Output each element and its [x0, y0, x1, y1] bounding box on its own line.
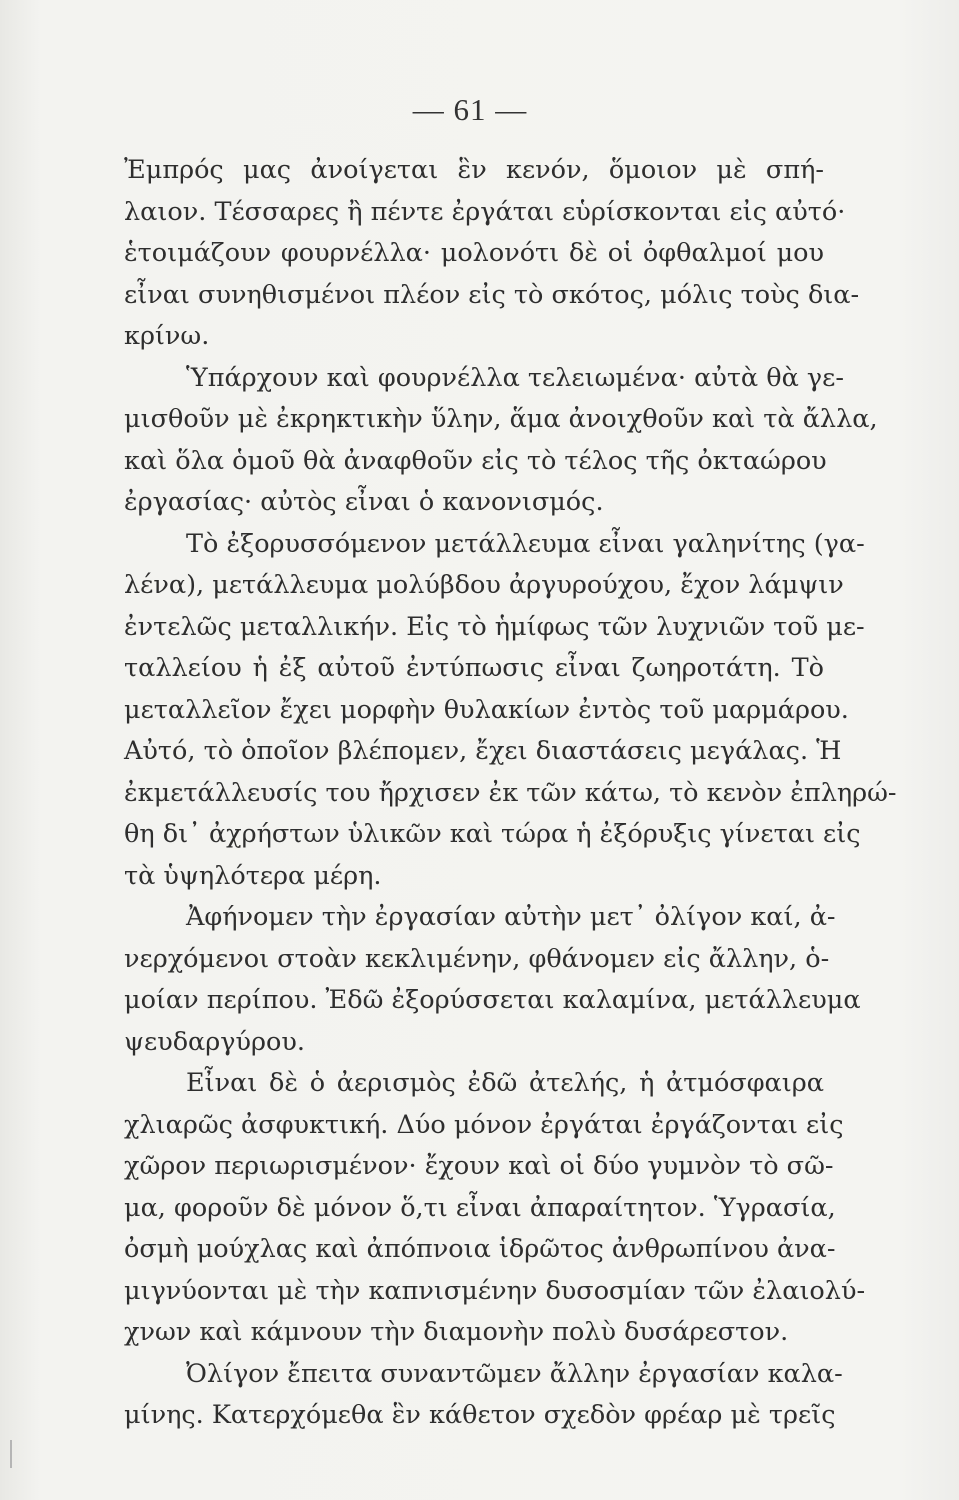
- text-line: μισθοῦν μὲ ἐκρηκτικὴν ὕλην, ἅμα ἀνοιχθοῦν καὶ τὰ ἄλλα,: [124, 404, 878, 434]
- text-line: ψευδαργύρου.: [124, 1026, 305, 1057]
- text-line: λαιον. Τέσσαρες ἢ πέντε ἐργάται εὑρίσκονται εἰς αὐτό·: [124, 196, 846, 227]
- text-line: καὶ ὅλα ὁμοῦ θὰ ἀναφθοῦν εἰς τὸ τέλος τῆς ὀκταώρου: [124, 445, 827, 476]
- text-line: ὀσμὴ μούχλας καὶ ἀπόπνοια ἱδρῶτος ἀνθρωπίνου ἀνα-: [124, 1234, 836, 1264]
- text-line: χλιαρῶς ἀσφυκτική. Δύο μόνον ἐργάται ἐργάζονται εἰς: [124, 1109, 844, 1140]
- text-line: ταλλείου ἡ ἐξ αὐτοῦ ἐντύπωσις εἶναι ζωηροτάτη. Τὸ: [124, 653, 824, 683]
- text-line: μιγνύονται μὲ τὴν καπνισμένην δυσοσμίαν τῶν ἐλαιολύ-: [124, 1275, 866, 1306]
- text-line: λένα), μετάλλευμα μολύβδου ἀργυρούχου, ἔχον λάμψιν: [124, 570, 844, 600]
- text-line: ἑτοιμάζουν φουρνέλλα· μολονότι δὲ οἱ ὀφθαλμοί μου: [124, 238, 824, 268]
- text-line: μίνης. Κατερχόμεθα ἓν κάθετον σχεδὸν φρέαρ μὲ τρεῖς: [124, 1400, 836, 1430]
- text-line: μοίαν περίπου. Ἐδῶ ἐξορύσσεται καλαμίνα, μετάλλευμα: [124, 985, 861, 1015]
- text-line: τὰ ὑψηλότερα μέρη.: [124, 860, 382, 891]
- text-line: Ἐμπρός μας ἀνοίγεται ἓν κενόν, ὅμοιον μὲ σπή-: [124, 155, 824, 185]
- text-line: ἐργασίας· αὐτὸς εἶναι ὁ κανονισμός.: [124, 487, 604, 517]
- text-line: θη δι᾽ ἀχρήστων ὑλικῶν καὶ τώρα ἡ ἐξόρυξις γίνεται εἰς: [124, 819, 861, 849]
- page-edge-mark: [10, 1440, 12, 1468]
- text-line: εἶναι συνηθισμένοι πλέον εἰς τὸ σκότος, μόλις τοὺς δια-: [124, 279, 860, 310]
- body-text: [124, 150, 897, 1437]
- text-line: χῶρον περιωρισμένον· ἔχουν καὶ οἱ δύο γυμνὸν τὸ σῶ-: [124, 1151, 834, 1181]
- text-line: Ἀφήνομεν τὴν ἐργασίαν αὐτὴν μετ᾽ ὀλίγον καί, ἀ-: [186, 902, 836, 932]
- text-line: Ὀλίγον ἔπειτα συναντῶμεν ἄλλην ἐργασίαν καλα-: [186, 1358, 843, 1389]
- text-line: Εἶναι δὲ ὁ ἀερισμὸς ἐδῶ ἀτελής, ἡ ἀτμόσφαιρα: [186, 1068, 824, 1098]
- text-line: ἐντελῶς μεταλλικήν. Εἰς τὸ ἡμίφως τῶν λυχνιῶν τοῦ με-: [124, 611, 865, 642]
- text-line: νερχόμενοι στοὰν κεκλιμένην, φθάνομεν εἰς ἄλλην, ὁ-: [124, 943, 830, 974]
- text-line: Ὑπάρχουν καὶ φουρνέλλα τελειωμένα· αὐτὰ θὰ γε-: [186, 362, 844, 393]
- text-line: μεταλλεῖον ἔχει μορφὴν θυλακίων ἐντὸς τοῦ μαρμάρου.: [124, 694, 849, 725]
- text-line: Τὸ ἐξορυσσόμενον μετάλλευμα εἶναι γαληνίτης (γα-: [186, 528, 865, 559]
- text-line: ἐκμετάλλευσίς του ἤρχισεν ἐκ τῶν κάτω, τὸ κενὸν ἐπληρώ-: [124, 777, 897, 808]
- text-line: Αὐτό, τὸ ὁποῖον βλέπομεν, ἔχει διαστάσεις μεγάλας. Ἡ: [124, 736, 842, 766]
- text-line: μα, φοροῦν δὲ μόνον ὅ,τι εἶναι ἀπαραίτητον. Ὑγρασία,: [124, 1192, 836, 1223]
- text-line: χνων καὶ κάμνουν τὴν διαμονὴν πολὺ δυσάρεστον.: [124, 1317, 789, 1347]
- text-line: κρίνω.: [124, 321, 210, 351]
- page-number: — 61 —: [412, 92, 528, 127]
